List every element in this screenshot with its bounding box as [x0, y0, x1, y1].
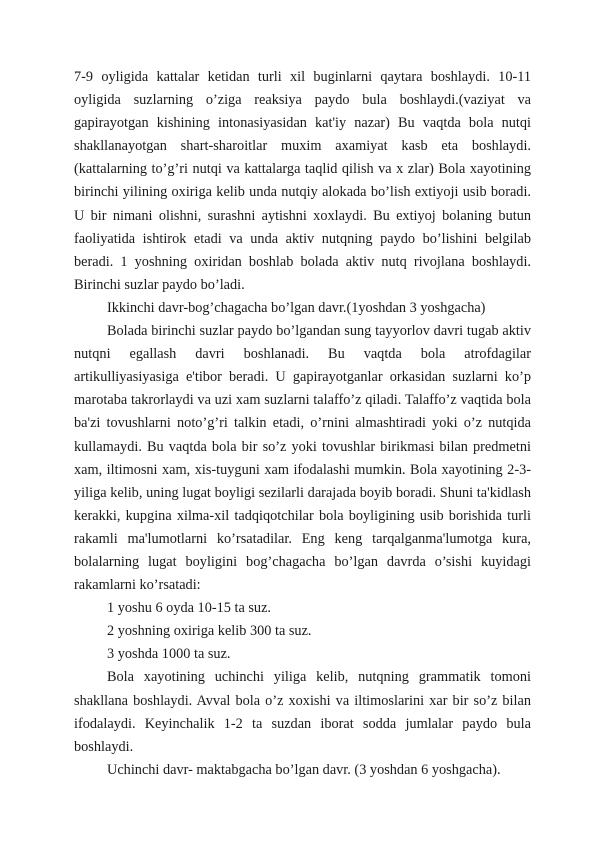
section-heading-second-period: Ikkinchi davr-bog’chagacha bo’lgan davr.(1yoshdan 3 yoshgacha) [107, 299, 486, 316]
document-page [74, 66, 531, 782]
paragraph-active-speech: Bolada birinchi suzlar paydo bo’lgandan sung tayyorlov davri tugab aktiv nutqni egallash davri boshlanadi. Bu vaqtda bola atrofdagilar artikulliyasiyasiga e'tibor beradi. U gapirayotganlar orkasidan suzlarni ko’p marotaba takrorlaydi va uzi xam suzlarni talaffo’z qiladi. Talaffo’z vaqtida bola ba'zi tovushlarni noto’g’ri talkin etadi, o’rnini almashtiradi yoki o’z nutqida kullamaydi. Bu vaqtda bola bir so’z yoki tovushlar birikmasi bilan predmetni xam, iltimosni xam, xis-tuyguni xam ifodalashi mumkin. Bola xayotining 2-3-yiliga kelib, uning lugat boyligi sezilarli darajada boyib boradi. Shuni ta'kidlash kerakki, kupgina xilma-xil tadqiqotchilar bola boyligining usib borishida turli rakamli ma'lumotlarni ko’rsatadilar. Eng keng tarqalganma'lumotga kura, bolalarning lugat boyligini bog’chagacha bo’lgan davrda o’sishi kuyidagi rakamlarni ko’rsatadi: [74, 323, 531, 594]
paragraph-first-year-speech: 7-9 oyligida kattalar ketidan turli xil buginlarni qaytara boshlaydi. 10-11 oyligida suzlarning o’ziga reaksiya paydo bula boshlaydi.(vaziyat va gapirayotgan kishining intonasiyasidan kat'iy nazar) Bu vaqtda bola nutqi shakllanayotgan shart-sharoitlar muxim axamiyat kasb eta boshlaydi.(kattalarning to’g’ri nutqi va kattalarga taqlid qilish va x zlar) Bola xayotining birinchi yilining oxiriga kelib unda nutqiy alokada bo’lish extiyoji usib boradi. U bir nimani olishni, surashni aytishni xoxlaydi. Bu extiyoj bolaning butun faoliyatida ishtirok etadi va unda aktiv nutqning paydo bo’lishini belgilab beradi. 1 yoshning oxiridan boshlab bolada aktiv nutq rivojlana boshlaydi. Birinchi suzlar paydo bo’ladi. [74, 69, 531, 293]
list-item-vocabulary-1: 1 yoshu 6 oyda 10-15 ta suz. [107, 600, 271, 617]
section-heading-third-period: Uchinchi davr- maktabgacha bo’lgan davr. (3 yoshdan 6 yoshgacha). [107, 761, 501, 778]
list-item-vocabulary-3: 3 yoshda 1000 ta suz. [107, 646, 231, 663]
list-item-vocabulary-2: 2 yoshning oxiriga kelib 300 ta suz. [107, 623, 312, 640]
paragraph-grammar: Bola xayotining uchinchi yiliga kelib, nutqning grammatik tomoni shakllana boshlaydi. Avval bola o’z xoxishi va iltimoslarini xar bir so’z bilan ifodalaydi. Keyinchalik 1-2 ta suzdan iborat sodda jumlalar paydo bula boshlaydi. [74, 669, 531, 755]
